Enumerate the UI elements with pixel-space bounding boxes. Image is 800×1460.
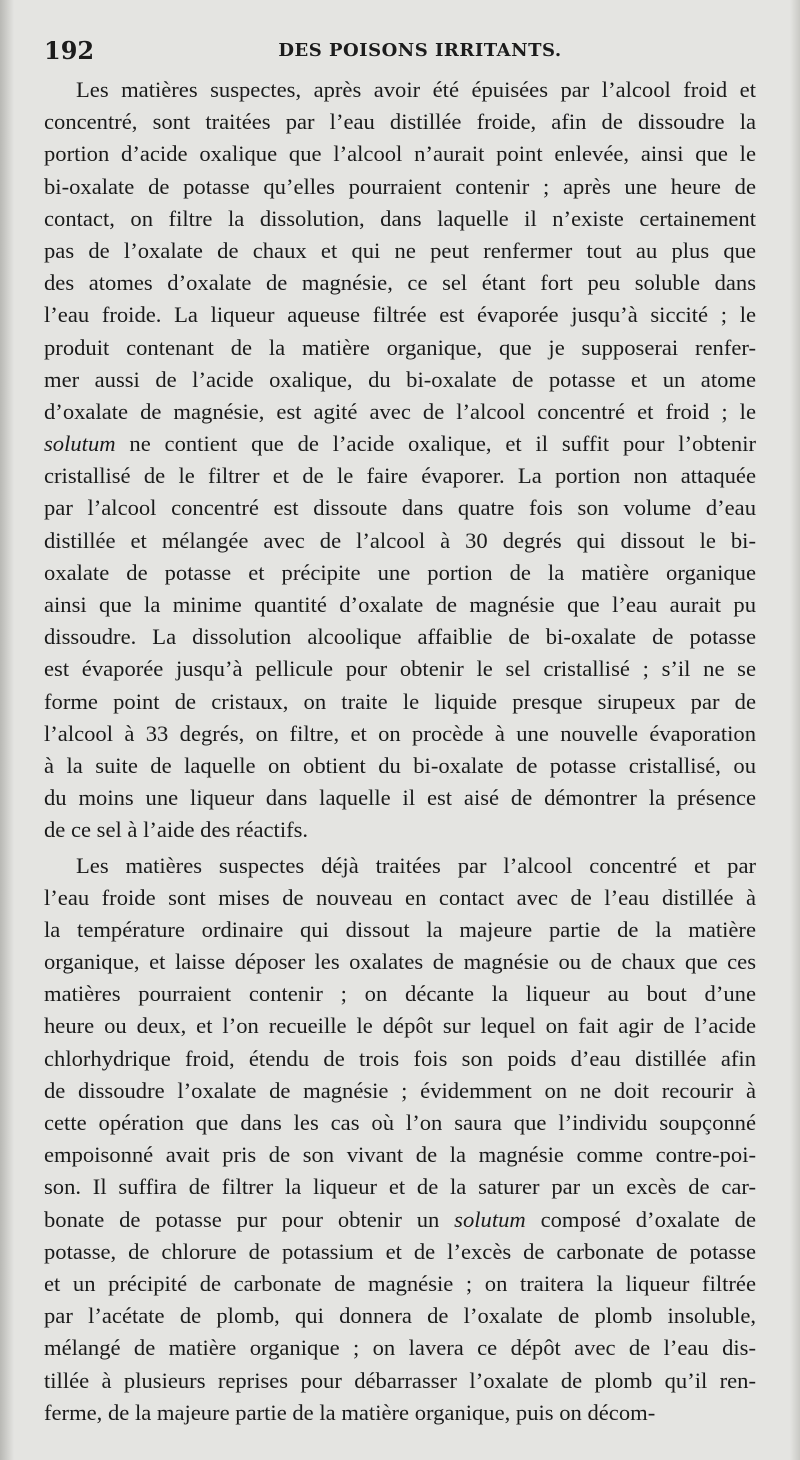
text-line: cristallisé de le filtrer et de le faire évaporer. La portion non attaquée: [44, 463, 756, 489]
text-line: de dissoudre l’oxalate de magnésie ; évidemment on ne doit recourir à: [44, 1077, 756, 1103]
text-line: mer aussi de l’acide oxalique, du bi-oxalate de potasse et un atome: [44, 366, 756, 392]
text-line: portion d’acide oxalique que l’alcool n’aurait point enlevée, ainsi que le: [44, 141, 756, 167]
text-line: matières pourraient contenir ; on décante la liqueur au bout d’une: [44, 981, 756, 1007]
text-line: distillée et mélangée avec de l’alcool à 30 degrés qui dissout le bi-: [44, 527, 756, 553]
text-line: par l’acétate de plomb, qui donnera de l’oxalate de plomb insoluble,: [44, 1303, 756, 1329]
text-line: oxalate de potasse et précipite une portion de la matière organique: [44, 559, 756, 585]
text-line: d’oxalate de magnésie, est agité avec de l’alcool concentré et froid ; le: [44, 398, 756, 424]
running-title: DES POISONS IRRITANTS.: [278, 40, 562, 61]
text-line: contact, on filtre la dissolution, dans laquelle il n’existe certainement: [44, 205, 756, 231]
text-line: heure ou deux, et l’on recueille le dépôt sur lequel on fait agir de l’acide: [44, 1013, 756, 1039]
text-line: l’eau froide. La liqueur aqueuse filtrée est évaporée jusqu’à siccité ; le: [44, 302, 756, 328]
paragraph-2: [44, 850, 756, 1429]
text-line: tillée à plusieurs reprises pour débarrasser l’oxalate de plomb qu’il ren-: [44, 1367, 756, 1393]
text-line: empoisonné avait pris de son vivant de la magnésie comme contre-poi-: [44, 1142, 756, 1168]
text-line: son. Il suffira de filtrer la liqueur et de la saturer par un excès de car-: [44, 1174, 756, 1200]
text-line: ainsi que la minime quantité d’oxalate de magnésie que l’eau aurait pu: [44, 592, 756, 617]
text-line: bi-oxalate de potasse qu’elles pourraient contenir ; après une heure de: [44, 173, 756, 199]
text-line: est évaporée jusqu’à pellicule pour obtenir le sel cristallisé ; s’il ne se: [44, 656, 756, 682]
running-head: [44, 36, 756, 68]
text-line: mélangé de matière organique ; on lavera ce dépôt avec de l’eau dis-: [44, 1335, 756, 1361]
text-line: forme point de cristaux, on traite le liquide presque sirupeux par de: [44, 688, 756, 714]
text-line: de ce sel à l’aide des réactifs.: [44, 817, 309, 843]
page-number: 192: [44, 36, 95, 65]
text-line: ferme, de la majeure partie de la matière organique, puis on décom-: [44, 1399, 656, 1425]
text-line: des atomes d’oxalate de magnésie, ce sel étant fort peu soluble dans: [44, 270, 756, 296]
text-line: dissoudre. La dissolution alcoolique affaiblie de bi-oxalate de potasse: [44, 624, 756, 650]
paragraph-1: [44, 74, 756, 847]
text-line: chlorhydrique froid, étendu de trois fois son poids d’eau distillée afin: [44, 1045, 756, 1071]
body-text: [44, 74, 756, 1429]
text-line: l’eau froide sont mises de nouveau en contact avec de l’eau distillée à: [44, 884, 756, 910]
text-line: bonate de potasse pur pour obtenir un solutum composé d’oxalate de: [44, 1206, 756, 1232]
text-line: Les matières suspectes, après avoir été épuisées par l’alcool froid et: [76, 77, 756, 102]
text-line: par l’alcool concentré est dissoute dans quatre fois son volume d’eau: [44, 495, 756, 521]
text-line: l’alcool à 33 degrés, on filtre, et on procède à une nouvelle évaporation: [44, 720, 756, 746]
text-line: Les matières suspectes déjà traitées par l’alcool concentré et par: [76, 852, 756, 878]
text-line: cette opération que dans les cas où l’on saura que l’individu soupçonné: [44, 1110, 756, 1135]
text-line: la température ordinaire qui dissout la majeure partie de la matière: [44, 916, 756, 942]
text-line: pas de l’oxalate de chaux et qui ne peut renfermer tout au plus que: [44, 237, 756, 263]
text-line: potasse, de chlorure de potassium et de l’excès de carbonate de potasse: [44, 1238, 756, 1264]
text-line: concentré, sont traitées par l’eau distillée froide, afin de dissoudre la: [44, 109, 756, 135]
text-line: et un précipité de carbonate de magnésie ; on traitera la liqueur filtrée: [44, 1270, 756, 1296]
text-line: organique, et laisse déposer les oxalates de magnésie ou de chaux que ces: [44, 949, 756, 975]
text-line: à la suite de laquelle on obtient du bi-oxalate de potasse cristallisé, ou: [44, 752, 756, 778]
text-line: produit contenant de la matière organique, que je supposerai renfer-: [44, 334, 756, 360]
text-line: du moins une liqueur dans laquelle il est aisé de démontrer la présence: [44, 785, 756, 811]
text-line: solutum ne contient que de l’acide oxalique, et il suffit pour l’obtenir: [44, 431, 756, 457]
